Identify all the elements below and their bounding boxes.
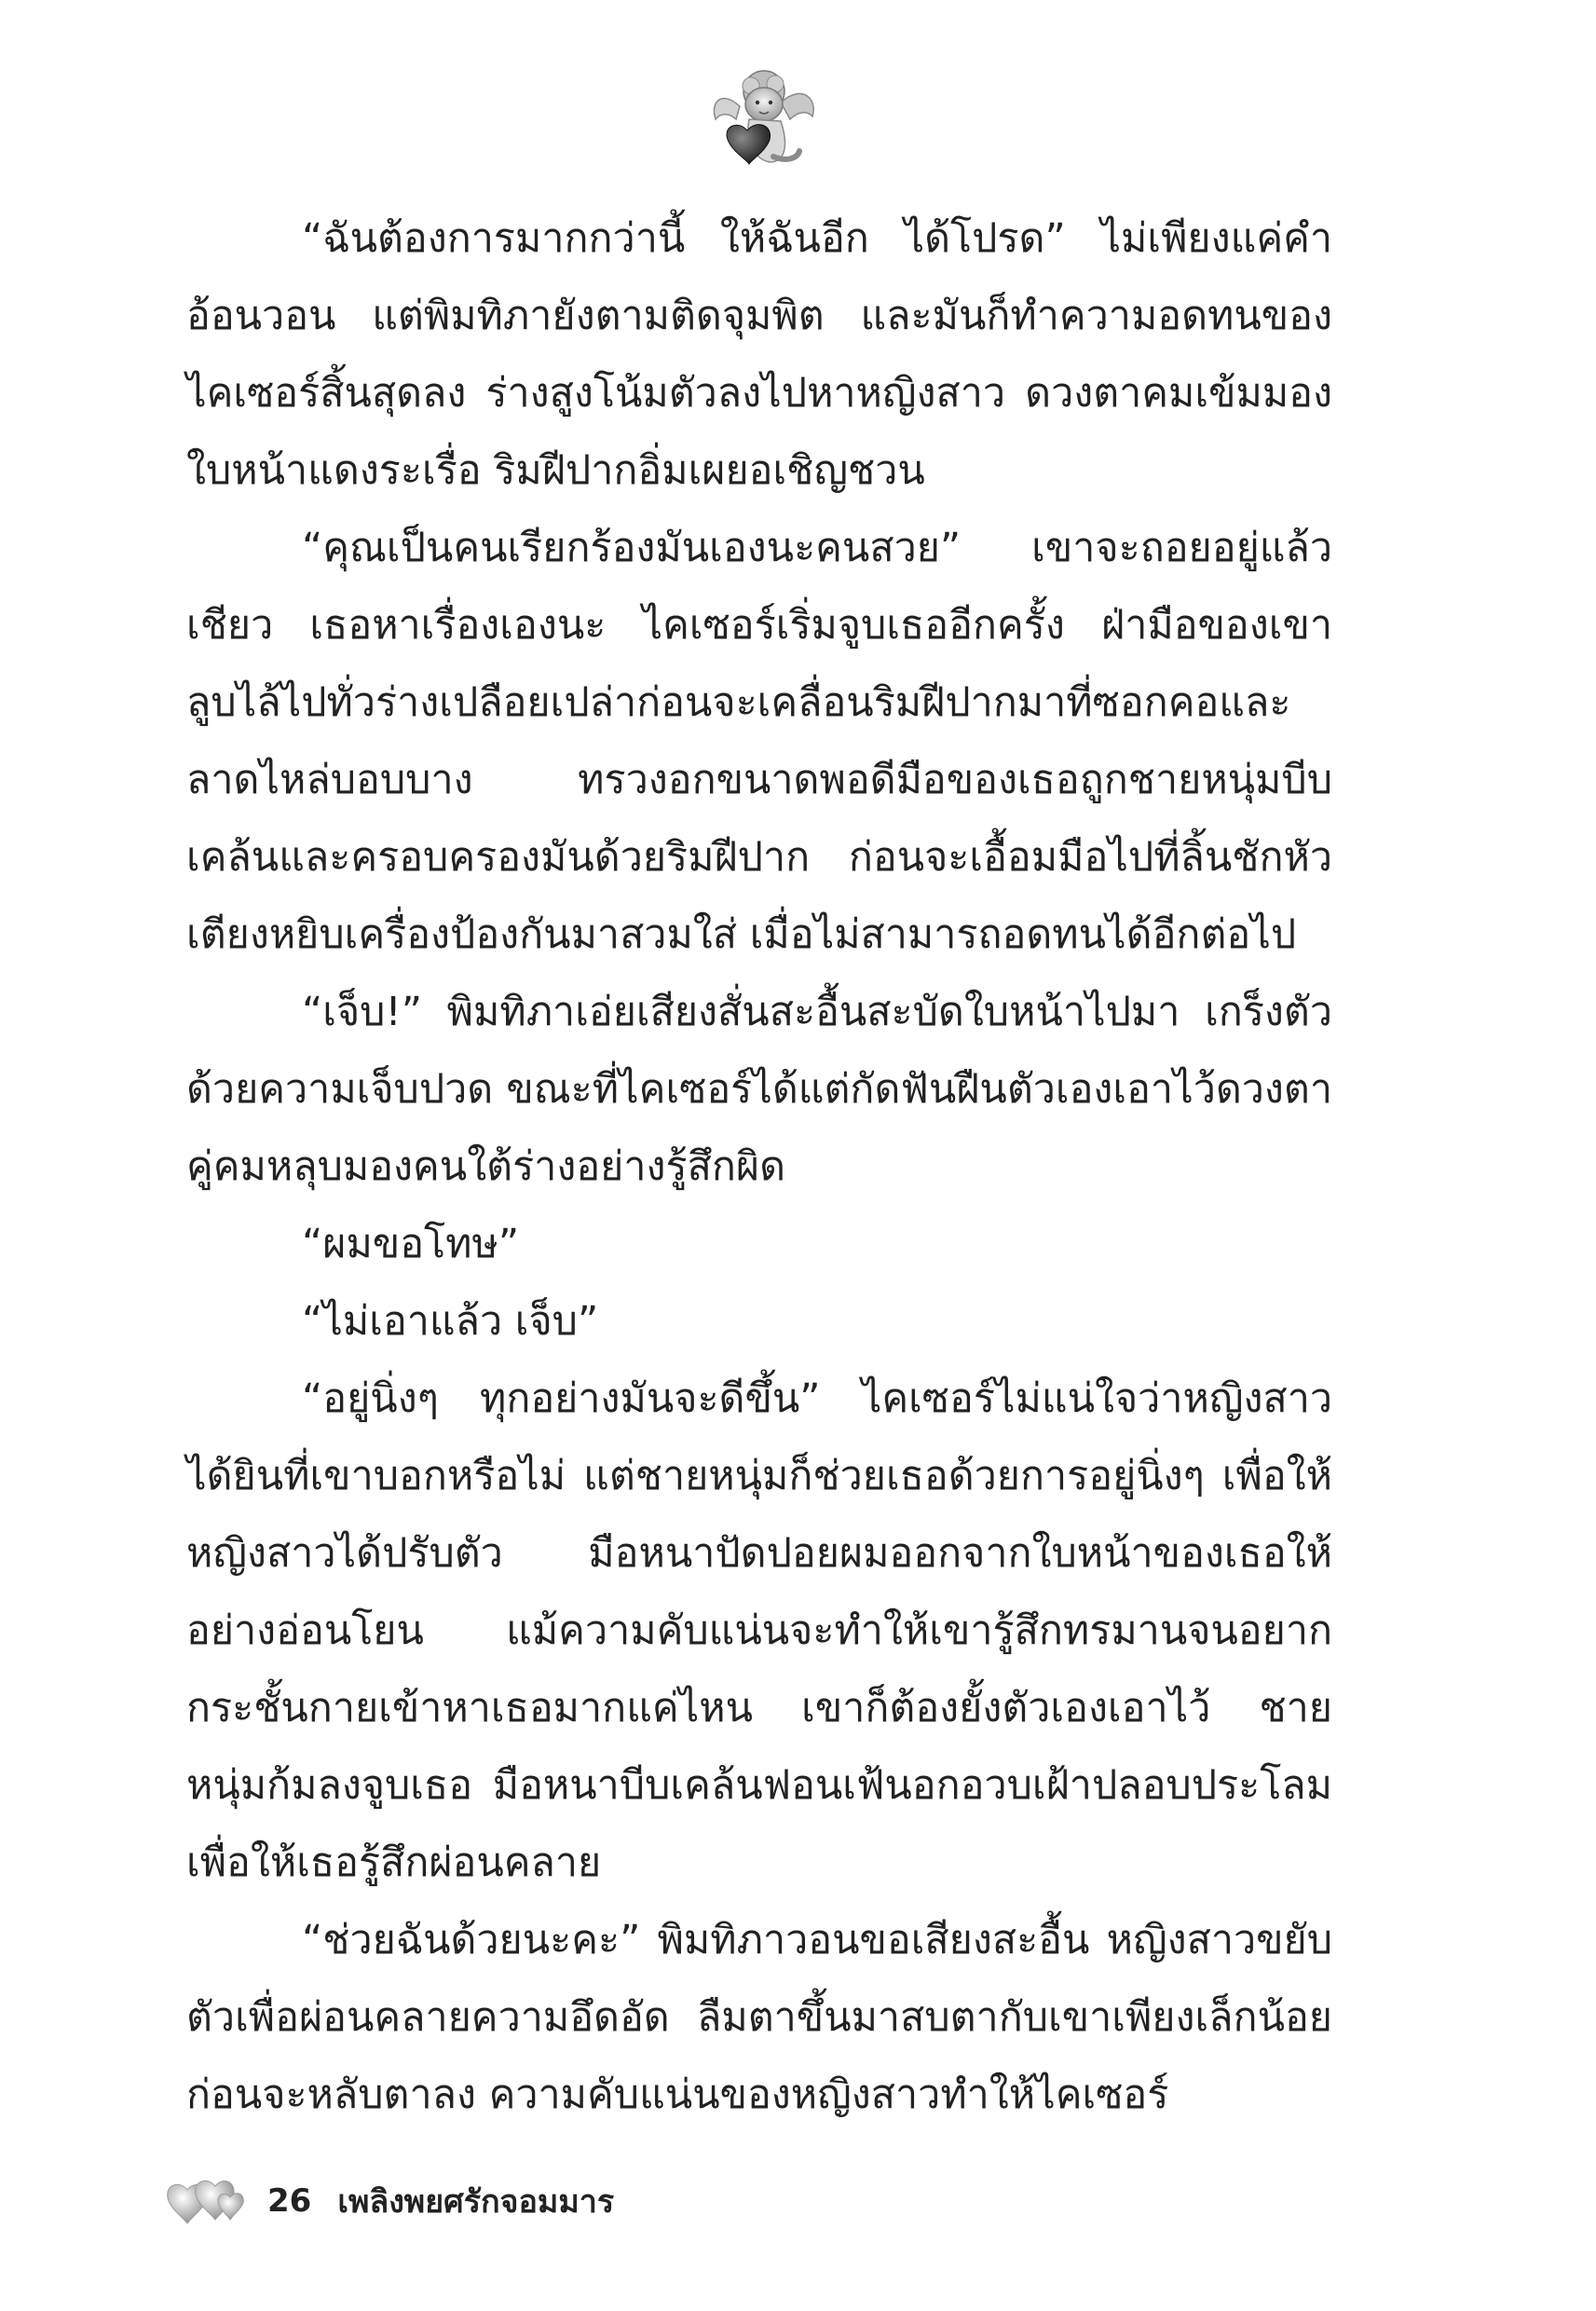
paragraph: “อยู่นิ่งๆ ทุกอย่างมันจะดีขึ้น” ไคเซอร์ไม่แน่ใจว่าหญิงสาวได้ยินที่เขาบอกหรือไม่ แต่ชายหนุ่มก็ช่วยเธอด้วยการอยู่นิ่งๆ เพื่อให้หญิงสาวได้ปรับตัว มือหนาปัดปอยผมออกจากใบหน้าของเธอให้อย่างอ่อนโยน แม้ความคับแน่นจะทำให้เขารู้สึกทรมานจนอยากกระชั้นกายเข้าหาเธอมากแค่ไหน เขาก็ต้องยั้งตัวเองเอาไว้ ชายหนุ่มก้มลงจูบเธอ มือหนาบีบเคล้นฟอนเฟ้นอกอวบเฝ้าปลอบประโลมเพื่อให้เธอรู้สึกผ่อนคลาย — [186, 1375, 1332, 1886]
book-title: เพลิงพยศรักจอมมาร — [337, 2183, 615, 2221]
paragraph: “คุณเป็นคนเรียกร้องมันเองนะคนสวย” เขาจะถอยอยู่แล้วเชียว เธอหาเรื่องเองนะ ไคเซอร์เริ่มจูบเธออีกครั้ง ฝ่ามือของเขาลูบไล้ไปทั่วร่างเปลือยเปล่าก่อนจะเคลื่อนริมฝีปากมาที่ซอกคอและลาดไหล่บอบบาง ทรวงอกขนาดพอดีมือของเธอถูกชายหนุ่มบีบเคล้นและครอบครองมันด้วยริมฝีปาก ก่อนจะเอื้อมมือไปที่ลิ้นชักหัวเตียงหยิบเครื่องป้องกันมาสวมใส่ เมื่อไม่สามารถอดทนได้อีกต่อไป — [186, 525, 1332, 958]
page-number: 26 — [267, 2182, 312, 2220]
paragraph: “ช่วยฉันด้วยนะคะ” พิมทิภาวอนขอเสียงสะอื้น หญิงสาวขยับตัวเพื่อผ่อนคลายความอึดอัด ลืมตาขึ้นมาสบตากับเขาเพียงเล็กน้อย ก่อนจะหลับตาลง ความคับแน่นของหญิงสาวทำให้ไคเซอร์ — [186, 1917, 1332, 2118]
page-footer — [163, 2164, 614, 2238]
paragraph: “ไม่เอาแล้ว เจ็บ” — [302, 1298, 599, 1345]
paragraph: “เจ็บ!” พิมทิภาเอ่ยเสียงสั่นสะอื้นสะบัดใบหน้าไปมา เกร็งตัวด้วยความเจ็บปวด ขณะที่ไคเซอร์ได้แต่กัดฟันฝืนตัวเองเอาไว้ดวงตาคู่คมหลุบมองคนใต้ร่างอย่างรู้สึกผิด — [186, 989, 1332, 1190]
paragraph: “ฉันต้องการมากกว่านี้ ให้ฉันอีก ได้โปรด” ไม่เพียงแค่คำอ้อนวอน แต่พิมทิภายังตามติดจุมพิต และมันก็ทำความอดทนของไคเซอร์สิ้นสุดลง ร่างสูงโน้มตัวลงไปหาหญิงสาว ดวงตาคมเข้มมองใบหน้าแดงระเรื่อ ริมฝีปากอิ่มเผยอเชิญชวน — [186, 215, 1332, 494]
cherub-heart-icon — [708, 65, 820, 172]
paragraph: “ผมขอโทษ” — [302, 1221, 520, 1267]
body-text — [186, 200, 1332, 2134]
hearts-icon — [163, 2173, 247, 2229]
